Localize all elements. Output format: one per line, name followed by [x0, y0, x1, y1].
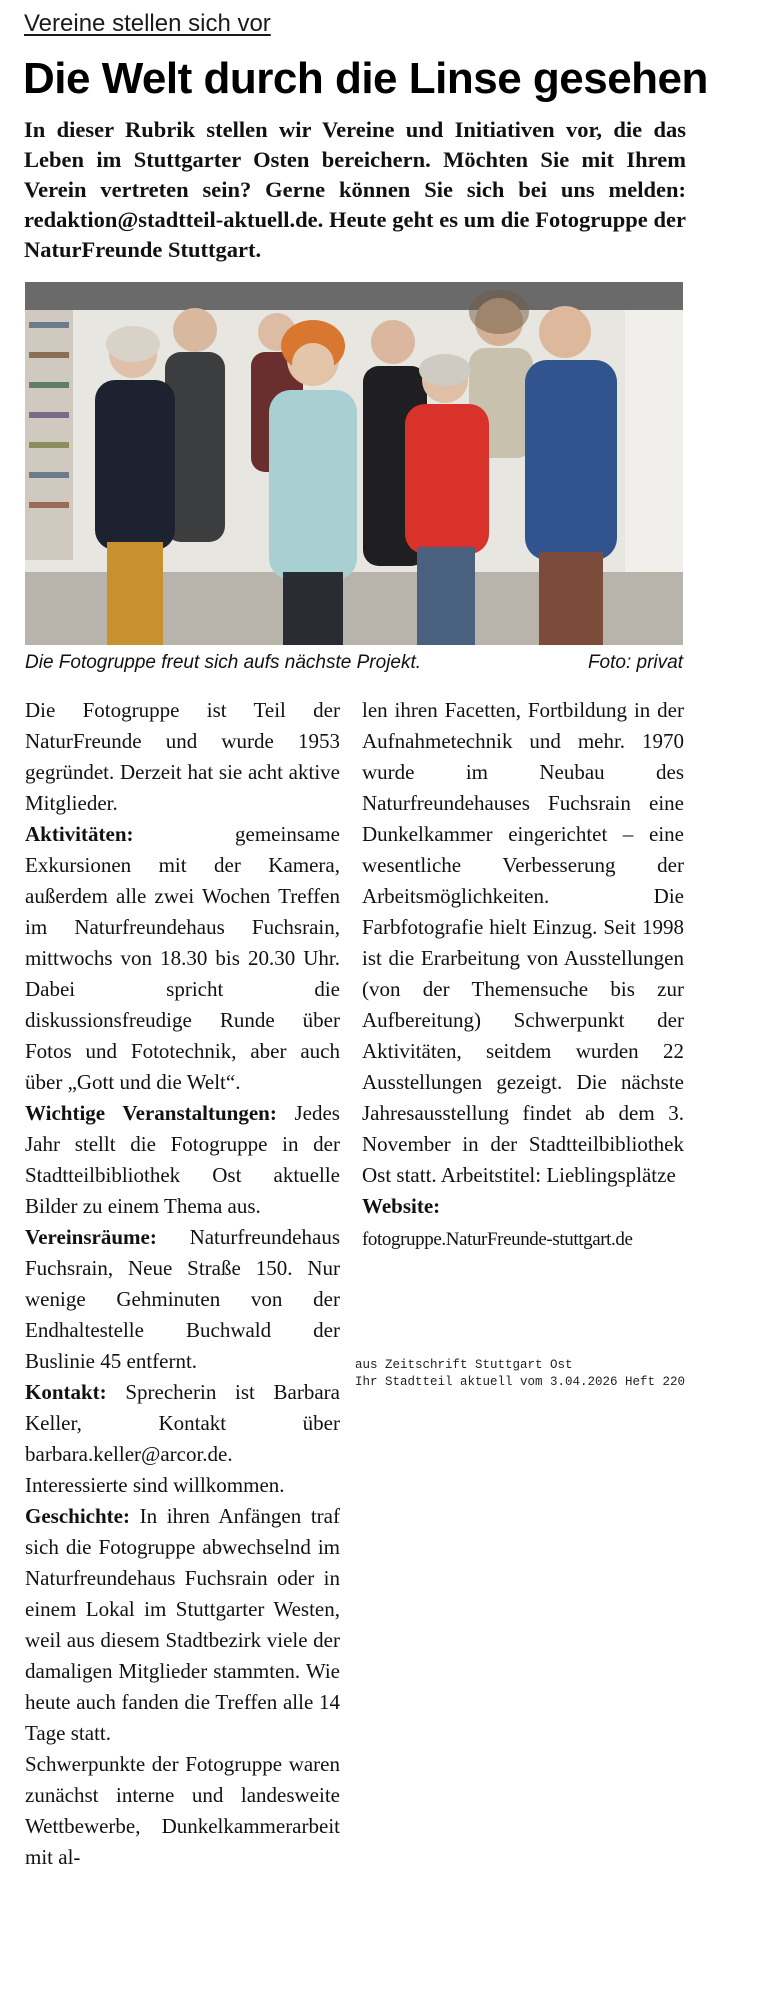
paragraph-focus-end: len ihren Facetten, Fortbildung in der Aufnahmetechnik und mehr. 1970 wurde im Neubau des Naturfreundehauses Fuchsrain eine Dunkelkammer eingerichtet – eine wesentliche Verbesserung der Arbeitsmöglichkeiten. Die Farbfotografie hielt Einzug. Seit 1998 ist die Erarbeitung von Ausstellungen (von der Themensuche bis zur Aufbereitung) Schwerpunkt der Aktivitäten, seitdem wurden 22 Ausstellungen gezeigt. Die nächste Jahresausstellung findet ab dem 3. November in der Stadtteilbibliothek Ost statt. Arbeitstitel: Lieblingsplätze	[362, 698, 684, 1187]
rooms-label: Vereinsräume:	[25, 1225, 157, 1249]
article-column-2	[362, 695, 684, 1255]
photo-credit: Foto: privat	[587, 652, 683, 673]
website-label: Website:	[362, 1194, 441, 1218]
activities-label: Aktivitäten:	[25, 822, 134, 846]
rooms-text: Naturfreundehaus Fuchsrain, Neue Straße 150. Nur wenige Gehminuten von der Endhaltestelle Buchwald der Buslinie 45 entfernt.	[25, 1225, 340, 1373]
history-label: Geschichte:	[25, 1504, 130, 1528]
paragraph-activities	[25, 819, 340, 1098]
paragraph-history	[25, 1501, 340, 1749]
contact-text: Sprecherin ist Barbara Keller, Kontakt über barbara.keller@arcor.de. Interessierte sind willkommen.	[25, 1380, 340, 1497]
paragraph-intro: Die Fotogruppe ist Teil der NaturFreunde und wurde 1953 gegründet. Derzeit hat sie acht aktive Mitglieder.	[25, 698, 340, 815]
source-note	[355, 1357, 685, 1391]
paragraph-contact	[25, 1377, 340, 1501]
group-photo	[25, 282, 683, 645]
events-label: Wichtige Veranstaltungen:	[25, 1101, 277, 1125]
section-kicker: Vereine stellen sich vor	[24, 10, 271, 37]
activities-text: gemeinsame Exkursionen mit der Kamera, außerdem alle zwei Wochen Treffen im Naturfreundehaus Fuchsrain, mittwochs von 18.30 bis 20.30 Uhr. Dabei spricht die diskussionsfreudige Runde über Fotos und Fototechnik, aber auch über „Gott und die Welt“.	[25, 822, 340, 1094]
article-intro: In dieser Rubrik stellen wir Vereine und Initiativen vor, die das Leben im Stuttgarter Osten bereichern. Möchten Sie mit Ihrem Verein vertreten sein? Gerne können Sie sich bei uns melden: redaktion@stadtteil-aktuell.de. Heute geht es um die Fotogruppe der NaturFreunde Stuttgart.	[24, 117, 686, 262]
paragraph-rooms	[25, 1222, 340, 1377]
paragraph-events	[25, 1098, 340, 1222]
group-photo-illustration	[25, 282, 683, 645]
photo-caption-bar	[25, 652, 683, 678]
source-line-1: aus Zeitschrift Stuttgart Ost	[355, 1358, 573, 1372]
photo-caption: Die Fotogruppe freut sich aufs nächste Projekt.	[25, 652, 422, 673]
contact-label: Kontakt:	[25, 1380, 107, 1404]
website-link[interactable]: fotogruppe.NaturFreunde-stuttgart.de	[362, 1229, 633, 1250]
source-line-2: Ihr Stadtteil aktuell vom 3.04.2026 Heft 220	[355, 1375, 686, 1389]
article-headline: Die Welt durch die Linse gesehen	[23, 54, 708, 103]
paragraph-focus-start: Schwerpunkte der Fotogruppe waren zunächst interne und landesweite Wettbewerbe, Dunkelkammerarbeit mit al-	[25, 1752, 340, 1869]
article-column-1	[25, 695, 340, 1873]
history-text: In ihren Anfängen traf sich die Fotogruppe abwechselnd im Naturfreundehaus Fuchsrain oder in einem Lokal im Stuttgarter Westen, weil aus diesem Stadtbezirk viele der damaligen Mitglieder stammten. Wie heute auch fanden die Treffen alle 14 Tage statt.	[25, 1504, 340, 1745]
events-text: Jedes Jahr stellt die Fotogruppe in der Stadtteilbibliothek Ost aktuelle Bilder zu einem Thema aus.	[25, 1101, 340, 1218]
